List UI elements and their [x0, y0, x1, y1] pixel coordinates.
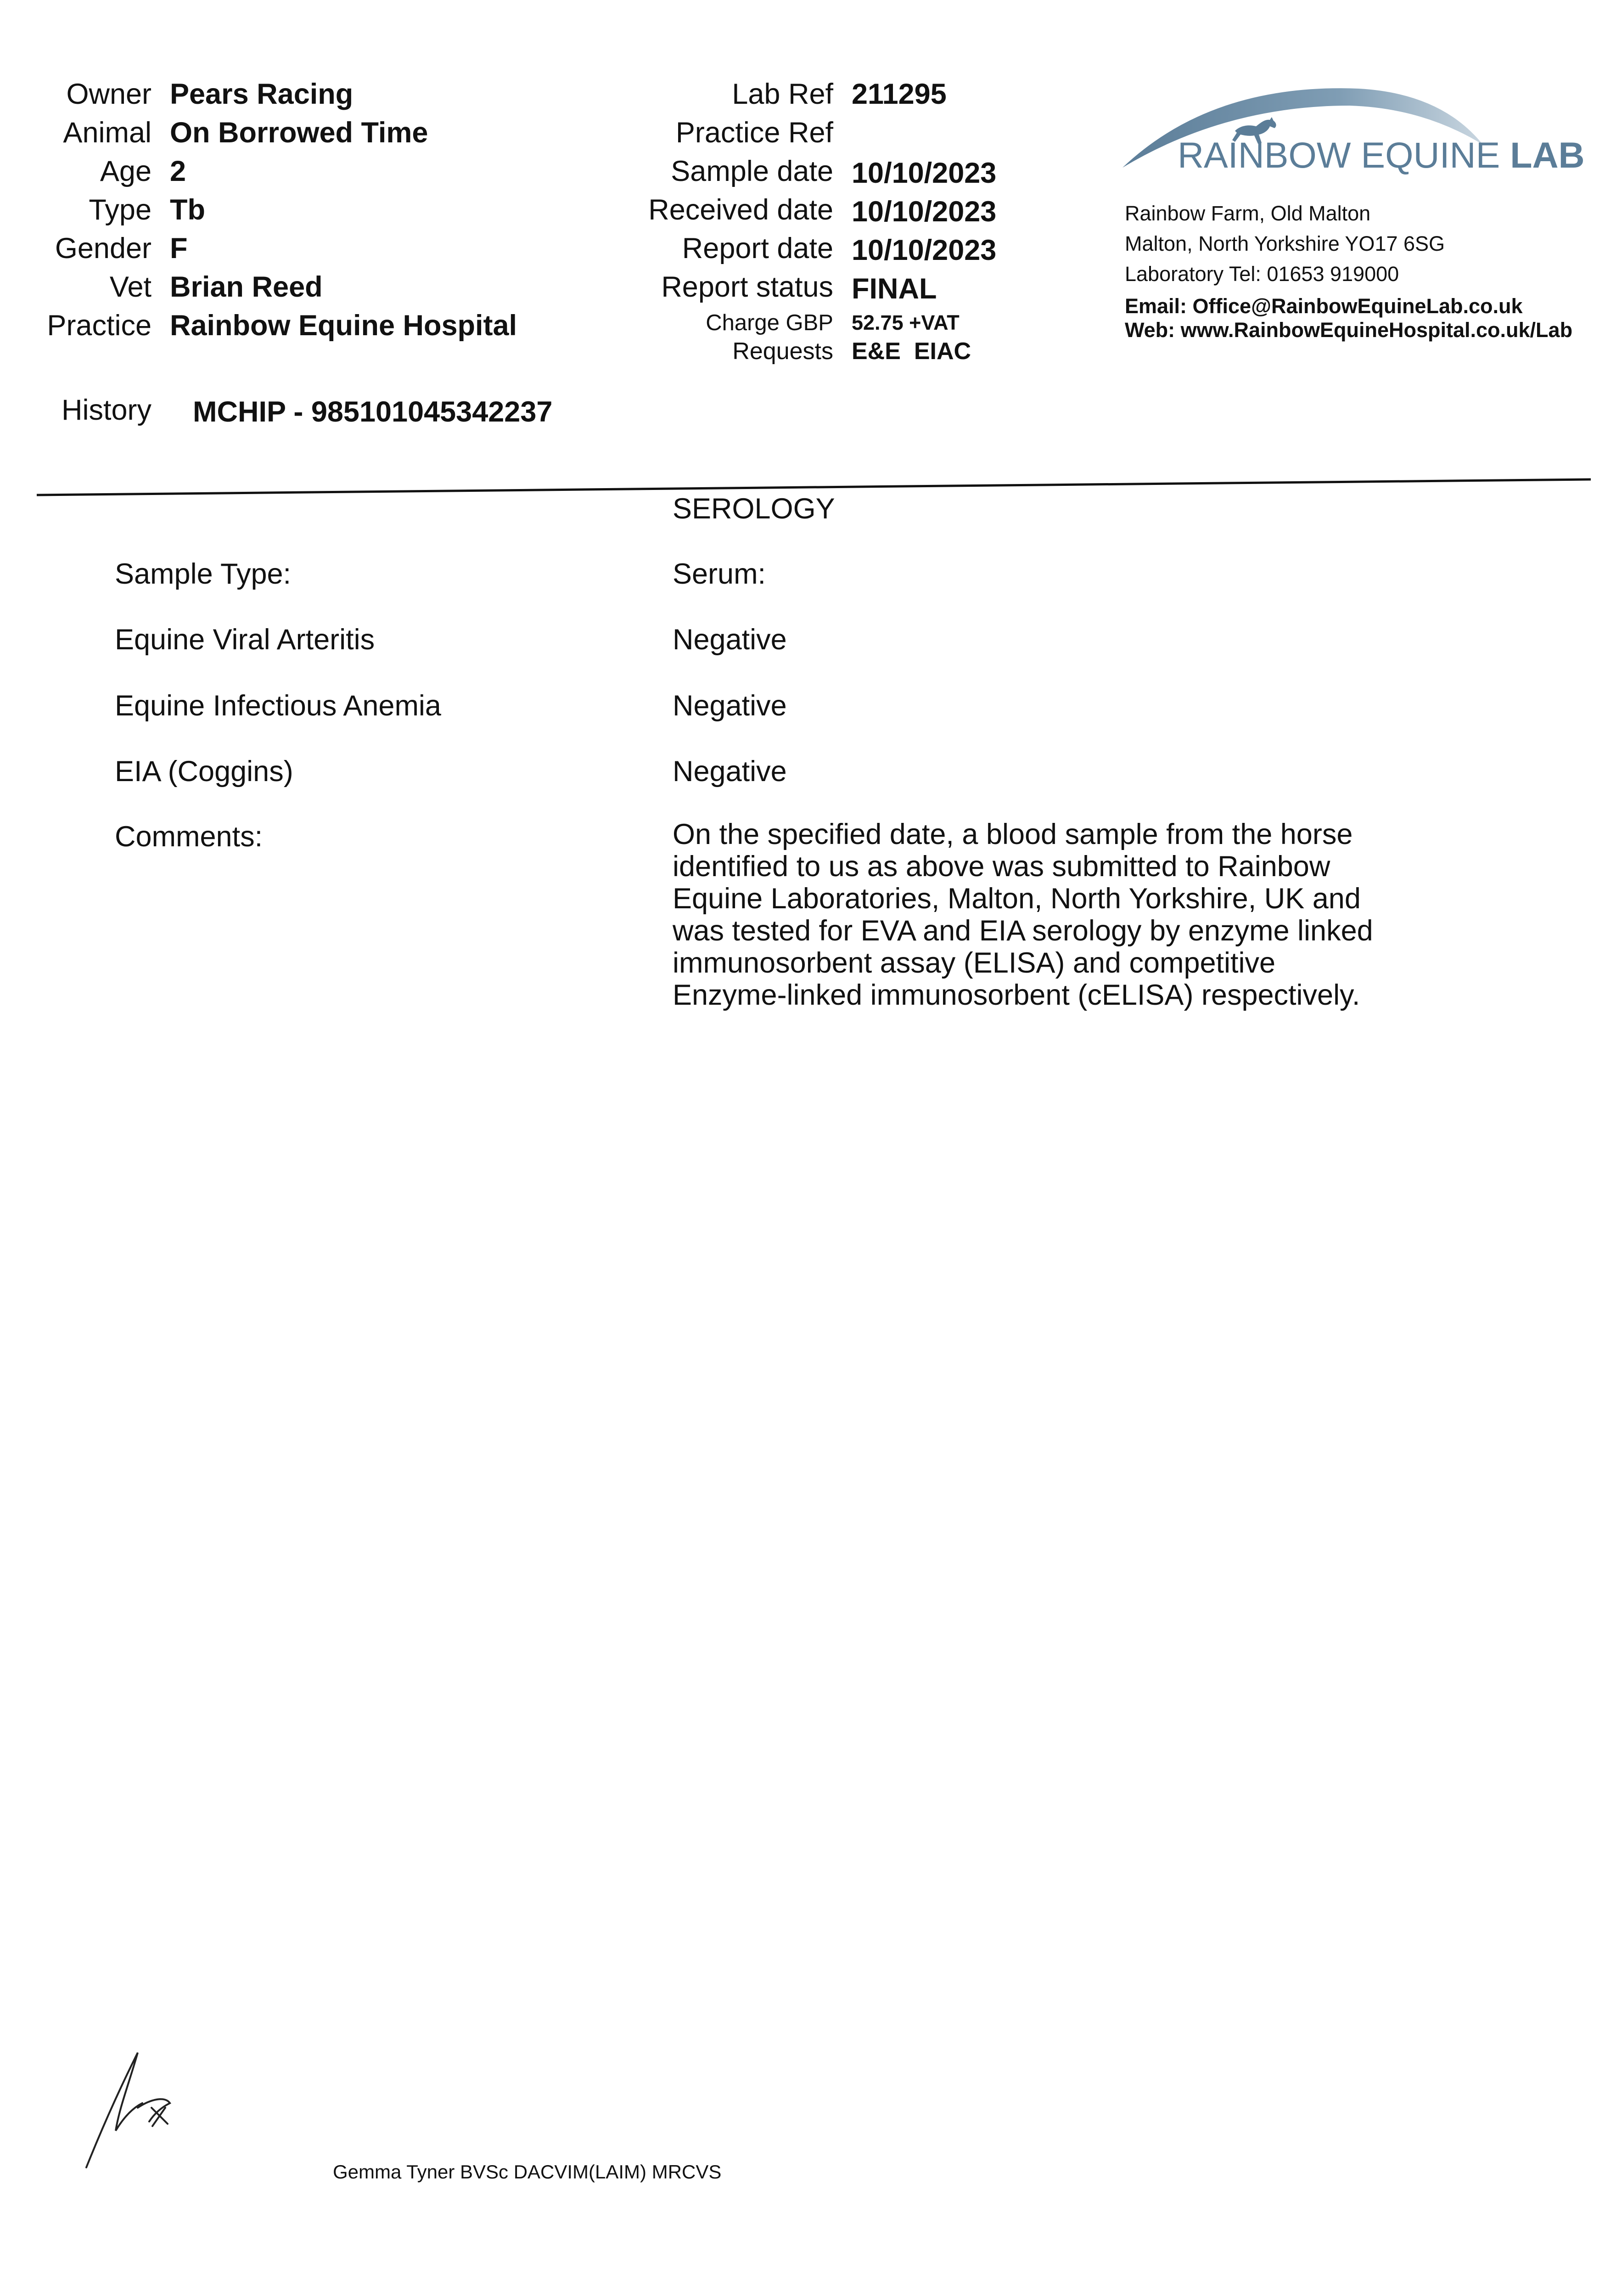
comments-text: On the specified date, a blood sample from the horse identified to us as above was submitted to Rainbow Equine Laboratories, Malton, North Yorkshire, UK and was tested for EVA and EIA serology by enzyme linked immunosorbent assay (ELISA) and competitive Enzyme-linked immunosorbent (cELISA) respectively. [673, 818, 1373, 1011]
signatory-name: Gemma Tyner BVSc DACVIM(LAIM) MRCVS [333, 2161, 722, 2183]
received-date-value: 10/10/2023 [852, 196, 997, 228]
gender-value: F [170, 232, 188, 264]
charge-label: Charge GBP [706, 310, 833, 335]
lab-ref-value: 211295 [852, 78, 947, 110]
logo-text [1178, 135, 1585, 176]
history-label: History [61, 394, 152, 426]
contact-phone: Laboratory Tel: 01653 919000 [1125, 262, 1399, 286]
owner-value: Pears Racing [170, 78, 354, 110]
vet-label: Vet [109, 271, 152, 303]
contact-address-line2: Malton, North Yorkshire YO17 6SG [1125, 232, 1445, 255]
animal-value: On Borrowed Time [170, 117, 428, 149]
coggins-label: EIA (Coggins) [115, 755, 293, 788]
sample-date-value: 10/10/2023 [852, 157, 997, 189]
vet-value: Brian Reed [170, 271, 323, 303]
section-title: SEROLOGY [673, 493, 835, 525]
comments-label: Comments: [115, 821, 263, 853]
type-value: Tb [170, 194, 205, 226]
report-date-value: 10/10/2023 [852, 234, 997, 266]
logo-text-bold: LAB [1510, 135, 1585, 175]
lab-ref-label: Lab Ref [732, 78, 833, 110]
logo-text-light: RAINBOW EQUINE [1178, 135, 1510, 175]
type-label: Type [89, 194, 152, 226]
report-date-label: Report date [682, 232, 833, 264]
requests-label: Requests [732, 338, 833, 365]
eia-label: Equine Infectious Anemia [115, 690, 441, 722]
age-label: Age [100, 155, 152, 187]
report-status-value: FINAL [852, 273, 937, 305]
owner-label: Owner [66, 78, 152, 110]
requests-value: E&E EIAC [852, 338, 971, 365]
practice-label: Practice [47, 310, 152, 342]
animal-label: Animal [63, 117, 152, 149]
contact-web: Web: www.RainbowEquineHospital.co.uk/Lab [1125, 318, 1573, 342]
rainbow-equine-lab-logo [1120, 80, 1585, 181]
eia-value: Negative [673, 690, 787, 722]
history-value: MCHIP - 985101045342237 [193, 396, 553, 428]
gender-label: Gender [55, 232, 152, 264]
received-date-label: Received date [648, 194, 833, 226]
practice-ref-label: Practice Ref [675, 117, 833, 149]
sample-type-label: Sample Type: [115, 558, 292, 590]
sample-date-label: Sample date [671, 155, 833, 187]
coggins-value: Negative [673, 755, 787, 788]
practice-value: Rainbow Equine Hospital [170, 310, 517, 342]
sample-type-value: Serum: [673, 558, 766, 590]
eva-label: Equine Viral Arteritis [115, 624, 375, 656]
report-status-label: Report status [661, 271, 833, 303]
handwritten-signature-icon [73, 2039, 184, 2177]
eva-value: Negative [673, 624, 787, 656]
contact-address-line1: Rainbow Farm, Old Malton [1125, 202, 1371, 225]
charge-value: 52.75 +VAT [852, 311, 960, 334]
contact-email: Email: Office@RainbowEquineLab.co.uk [1125, 294, 1523, 318]
age-value: 2 [170, 155, 186, 187]
